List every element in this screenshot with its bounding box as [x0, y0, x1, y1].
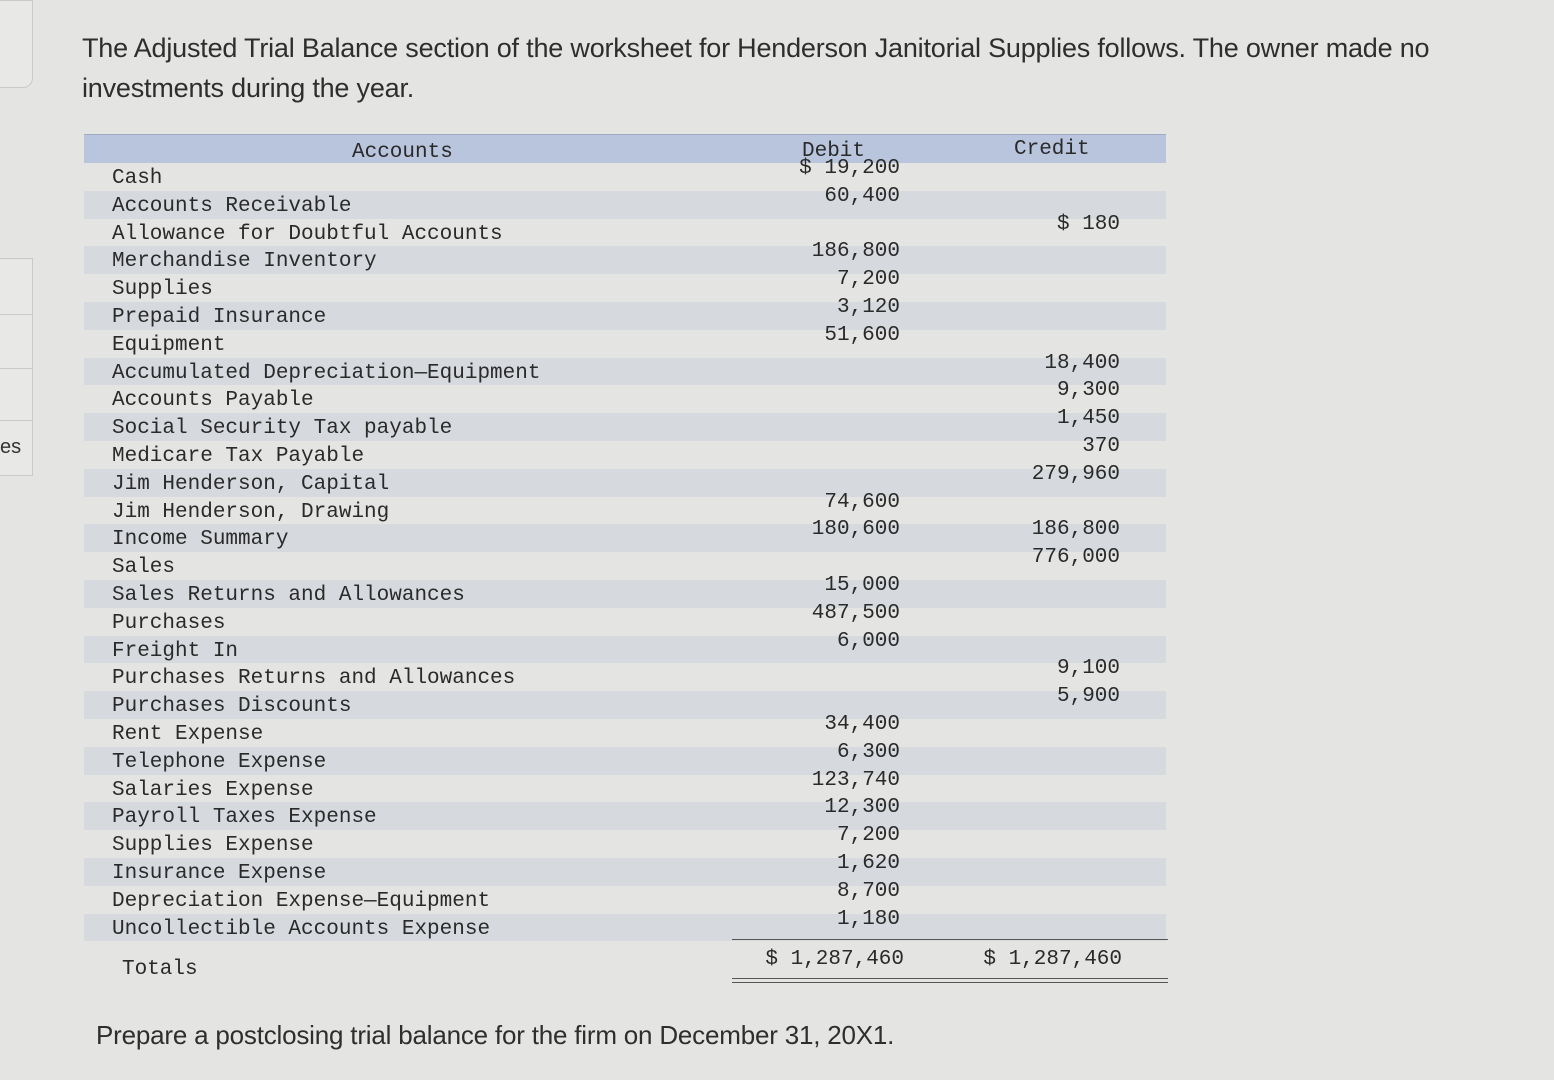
left-panel-edge	[0, 314, 33, 370]
debit-amount: 487,500	[811, 601, 900, 625]
credit-amount: 18,400	[1044, 351, 1120, 375]
totals-row	[84, 948, 1166, 981]
account-name: Medicare Tax Payable	[112, 444, 365, 468]
credit-amount: 370	[1082, 434, 1120, 458]
credit-amount: 9,100	[1056, 657, 1120, 681]
account-name: Supplies	[112, 278, 213, 302]
adjusted-trial-balance-table	[84, 134, 1166, 981]
account-name: Allowance for Doubtful Accounts	[112, 222, 503, 246]
debit-amount: 12,300	[824, 796, 900, 820]
total-rule	[732, 939, 1168, 940]
account-name: Equipment	[112, 333, 226, 357]
debit-amount: 7,200	[836, 268, 900, 292]
account-name: Payroll Taxes Expense	[112, 806, 377, 830]
table-row	[84, 462, 1166, 497]
account-name: Freight In	[112, 639, 239, 663]
table-row	[84, 379, 1166, 413]
left-panel-edge	[0, 368, 33, 422]
table-row	[84, 268, 1166, 302]
debit-amount: 15,000	[824, 573, 900, 597]
table-row	[84, 573, 1166, 608]
account-name: Supplies Expense	[112, 834, 314, 858]
account-name: Income Summary	[112, 528, 289, 552]
debit-amount: 34,400	[824, 712, 900, 736]
account-name: Purchases Returns and Allowances	[112, 667, 516, 691]
intro-text: The Adjusted Trial Balance section of the worksheet for Henderson Janitorial Supplies follows. The owner made no investments during the year.	[82, 33, 1430, 103]
table-row	[84, 546, 1166, 580]
double-underline	[732, 978, 1168, 983]
table-row	[84, 323, 1166, 358]
account-name: Social Security Tax payable	[112, 417, 453, 441]
table-row	[84, 851, 1166, 886]
debit-amount: 1,620	[836, 851, 900, 875]
account-name: Jim Henderson, Drawing	[112, 500, 390, 524]
debit-amount: 6,300	[836, 740, 900, 764]
table-row	[84, 240, 1166, 274]
account-name: Telephone Expense	[112, 750, 327, 774]
account-name: Accounts Payable	[112, 389, 314, 413]
instruction-text: Prepare a postclosing trial balance for the firm on December 31, 20X1.	[96, 1020, 895, 1050]
account-name: Salaries Expense	[112, 778, 314, 802]
debit-amount: 180,600	[811, 518, 900, 542]
table-body	[84, 157, 1166, 941]
table-row	[84, 796, 1166, 830]
account-name: Sales Returns and Allowances	[112, 583, 465, 607]
debit-amount: 8,700	[836, 879, 900, 903]
table-row	[84, 351, 1166, 386]
debit-amount: $ 19,200	[799, 157, 900, 180]
table-row	[84, 295, 1166, 330]
account-name: Merchandise Inventory	[112, 250, 377, 274]
table-row	[84, 879, 1166, 914]
credit-amount: 9,300	[1056, 379, 1120, 403]
credit-amount: 776,000	[1031, 546, 1120, 570]
account-name: Prepaid Insurance	[112, 305, 327, 329]
account-name: Accumulated Depreciation—Equipment	[112, 361, 541, 385]
credit-amount: 5,900	[1056, 685, 1120, 709]
account-name: Jim Henderson, Capital	[112, 472, 390, 496]
table-row	[84, 184, 1166, 219]
account-name: Sales	[112, 556, 176, 580]
debit-column-header: Debit	[802, 140, 866, 163]
debit-amount: 60,400	[824, 184, 900, 208]
debit-amount: 186,800	[811, 240, 900, 264]
accounts-column-header: Accounts	[352, 141, 453, 164]
account-name: Uncollectible Accounts Expense	[112, 917, 491, 941]
account-name: Cash	[112, 167, 163, 190]
table-row	[84, 629, 1166, 664]
table-header	[84, 134, 1166, 163]
table-row	[84, 768, 1166, 803]
table-row	[84, 434, 1166, 469]
table-row	[84, 712, 1166, 747]
table-row	[84, 157, 1166, 191]
table-row	[84, 907, 1166, 942]
account-name: Purchases	[112, 611, 226, 635]
account-name: Purchases Discounts	[112, 695, 352, 719]
account-name: Depreciation Expense—Equipment	[112, 889, 491, 913]
table-row	[84, 657, 1166, 691]
left-panel-edge	[0, 258, 33, 316]
table-row	[84, 824, 1166, 858]
account-name: Rent Expense	[112, 722, 264, 746]
table-row	[84, 212, 1166, 247]
debit-amount: 1,180	[836, 907, 900, 931]
account-name: Accounts Receivable	[112, 194, 352, 218]
left-panel-edge	[0, 0, 33, 88]
totals-label: Totals	[122, 958, 198, 981]
debit-amount: 123,740	[811, 768, 900, 792]
debit-amount: 51,600	[824, 323, 900, 347]
credit-amount: 279,960	[1031, 462, 1120, 486]
table-row	[84, 490, 1166, 525]
credit-amount: 186,800	[1031, 518, 1120, 542]
credit-amount: 1,450	[1056, 407, 1120, 431]
table-row	[84, 685, 1166, 719]
totals-credit: $ 1,287,460	[983, 948, 1122, 971]
debit-amount: 3,120	[836, 295, 900, 319]
account-name: Insurance Expense	[112, 861, 327, 885]
table-row	[84, 601, 1166, 636]
debit-amount: 74,600	[824, 490, 900, 514]
totals-debit: $ 1,287,460	[765, 948, 904, 971]
left-edge-label: es	[0, 436, 22, 458]
credit-column-header: Credit	[1014, 138, 1090, 161]
table-row	[84, 518, 1166, 552]
table-row	[84, 407, 1166, 441]
credit-amount: $ 180	[1056, 212, 1120, 236]
debit-amount: 7,200	[836, 824, 900, 848]
table-row	[84, 740, 1166, 775]
debit-amount: 6,000	[836, 629, 900, 653]
